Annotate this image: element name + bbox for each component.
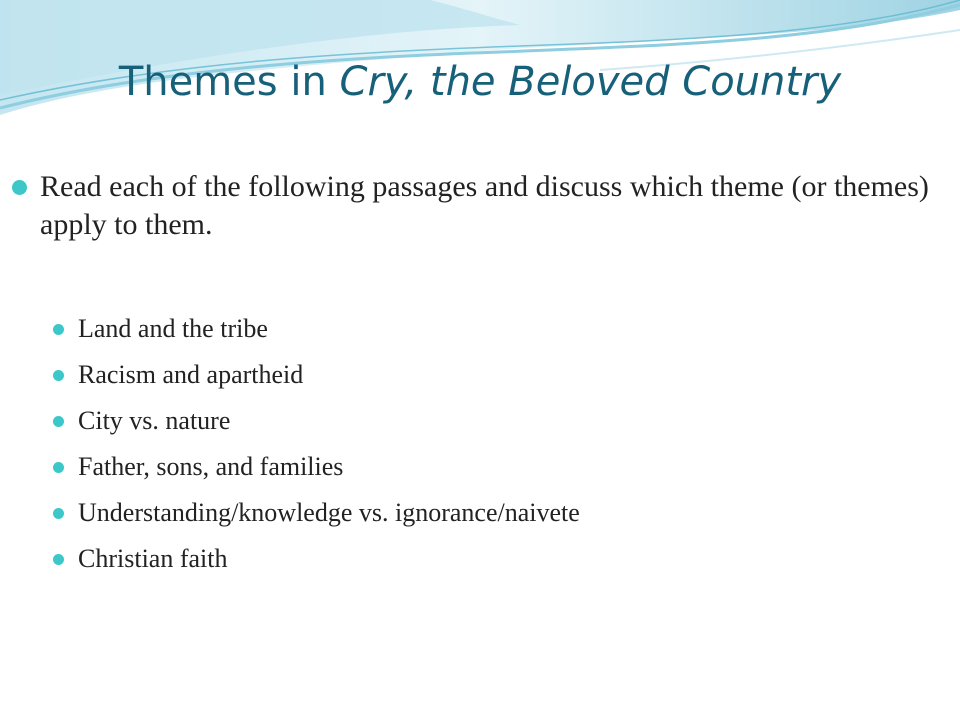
bullet-dot-icon	[12, 180, 27, 195]
list-item-label: Racism and apartheid	[78, 360, 304, 389]
slide-title-prefix: Themes in	[118, 59, 340, 105]
list-item	[78, 444, 580, 490]
main-bullet-text: Read each of the following passages and discuss which theme (or themes) apply to them.	[40, 170, 929, 241]
bullet-dot-icon	[53, 462, 64, 473]
list-item-label: Christian faith	[78, 544, 228, 573]
main-bullet	[40, 168, 955, 244]
list-item-label: City vs. nature	[78, 406, 231, 435]
list-item	[78, 306, 580, 352]
bullet-dot-icon	[53, 508, 64, 519]
bullet-dot-icon	[53, 324, 64, 335]
list-item-label: Land and the tribe	[78, 314, 268, 343]
list-item	[78, 490, 580, 536]
list-item	[78, 398, 580, 444]
bullet-dot-icon	[53, 370, 64, 381]
list-item-label: Father, sons, and families	[78, 452, 344, 481]
bullet-dot-icon	[53, 554, 64, 565]
theme-list	[78, 306, 580, 582]
bullet-dot-icon	[53, 416, 64, 427]
slide-title	[0, 59, 960, 105]
list-item	[78, 536, 580, 582]
slide-title-book: Cry, the Beloved Country	[339, 59, 842, 105]
list-item	[78, 352, 580, 398]
list-item-label: Understanding/knowledge vs. ignorance/naivete	[78, 498, 580, 527]
